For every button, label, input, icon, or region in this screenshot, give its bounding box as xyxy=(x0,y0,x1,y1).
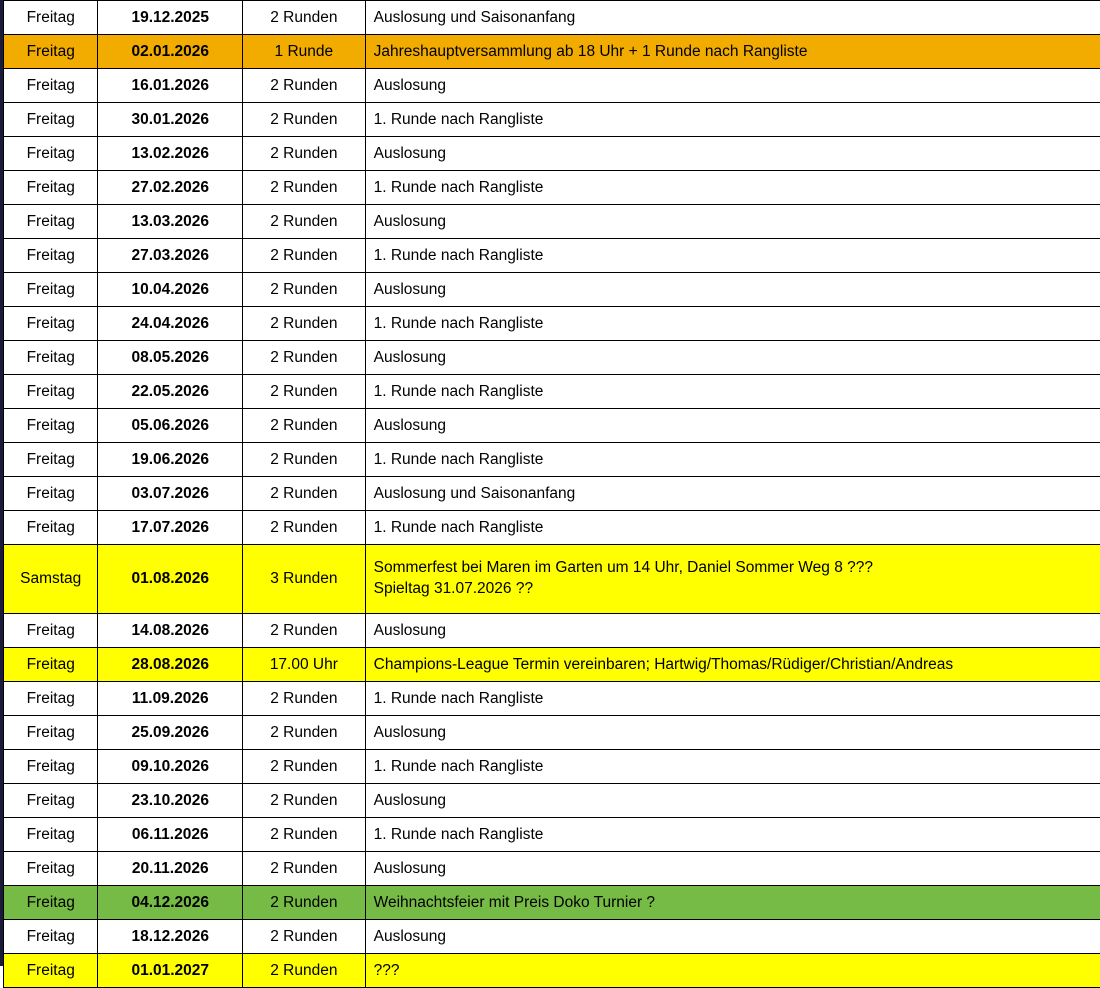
cell-note[interactable]: Auslosung xyxy=(365,920,1100,954)
cell-note[interactable]: Sommerfest bei Maren im Garten um 14 Uhr, Daniel Sommer Weg 8 ??? Spieltag 31.07.2026 ?? xyxy=(365,545,1100,614)
table-row[interactable] xyxy=(4,886,1100,920)
cell-note[interactable]: 1. Runde nach Rangliste xyxy=(365,443,1100,477)
cell-rounds[interactable]: 2 Runden xyxy=(243,239,366,273)
cell-note[interactable]: Auslosung xyxy=(365,409,1100,443)
cell-day[interactable]: Freitag xyxy=(4,511,98,545)
cell-date[interactable]: 04.12.2026 xyxy=(98,886,243,920)
cell-day[interactable]: Samstag xyxy=(4,545,98,614)
cell-rounds[interactable]: 2 Runden xyxy=(243,886,366,920)
cell-rounds[interactable]: 2 Runden xyxy=(243,784,366,818)
cell-note[interactable]: 1. Runde nach Rangliste xyxy=(365,511,1100,545)
cell-day[interactable]: Freitag xyxy=(4,614,98,648)
table-row[interactable] xyxy=(4,852,1100,886)
cell-date[interactable]: 03.07.2026 xyxy=(98,477,243,511)
cell-date[interactable]: 24.04.2026 xyxy=(98,307,243,341)
cell-rounds[interactable]: 2 Runden xyxy=(243,375,366,409)
cell-date[interactable]: 01.01.2027 xyxy=(98,954,243,988)
table-row[interactable] xyxy=(4,239,1100,273)
table-row[interactable] xyxy=(4,784,1100,818)
cell-day[interactable]: Freitag xyxy=(4,341,98,375)
cell-date[interactable]: 11.09.2026 xyxy=(98,682,243,716)
cell-date[interactable]: 27.03.2026 xyxy=(98,239,243,273)
cell-day[interactable]: Freitag xyxy=(4,852,98,886)
table-row[interactable] xyxy=(4,443,1100,477)
cell-day[interactable]: Freitag xyxy=(4,716,98,750)
cell-date[interactable]: 25.09.2026 xyxy=(98,716,243,750)
cell-rounds[interactable]: 2 Runden xyxy=(243,137,366,171)
cell-rounds[interactable]: 2 Runden xyxy=(243,511,366,545)
cell-rounds[interactable]: 2 Runden xyxy=(243,852,366,886)
cell-rounds[interactable]: 2 Runden xyxy=(243,273,366,307)
cell-day[interactable]: Freitag xyxy=(4,69,98,103)
cell-note[interactable]: 1. Runde nach Rangliste xyxy=(365,103,1100,137)
cell-day[interactable]: Freitag xyxy=(4,750,98,784)
cell-note[interactable]: Auslosung xyxy=(365,205,1100,239)
cell-date[interactable]: 16.01.2026 xyxy=(98,69,243,103)
cell-date[interactable]: 05.06.2026 xyxy=(98,409,243,443)
table-row[interactable] xyxy=(4,409,1100,443)
cell-day[interactable]: Freitag xyxy=(4,375,98,409)
cell-rounds[interactable]: 3 Runden xyxy=(243,545,366,614)
cell-rounds[interactable]: 2 Runden xyxy=(243,920,366,954)
cell-day[interactable]: Freitag xyxy=(4,137,98,171)
table-row[interactable] xyxy=(4,545,1100,614)
cell-day[interactable]: Freitag xyxy=(4,443,98,477)
table-row[interactable] xyxy=(4,171,1100,205)
cell-rounds[interactable]: 2 Runden xyxy=(243,409,366,443)
cell-day[interactable]: Freitag xyxy=(4,205,98,239)
table-row[interactable] xyxy=(4,920,1100,954)
table-row[interactable] xyxy=(4,648,1100,682)
cell-note[interactable]: Auslosung xyxy=(365,137,1100,171)
cell-day[interactable]: Freitag xyxy=(4,818,98,852)
cell-day[interactable]: Freitag xyxy=(4,920,98,954)
table-row[interactable] xyxy=(4,1,1100,35)
table-row[interactable] xyxy=(4,35,1100,69)
cell-day[interactable]: Freitag xyxy=(4,307,98,341)
cell-note[interactable]: 1. Runde nach Rangliste xyxy=(365,171,1100,205)
cell-note[interactable]: Auslosung xyxy=(365,273,1100,307)
schedule-table xyxy=(3,0,1100,988)
cell-day[interactable]: Freitag xyxy=(4,784,98,818)
cell-rounds[interactable]: 2 Runden xyxy=(243,716,366,750)
cell-day[interactable]: Freitag xyxy=(4,648,98,682)
cell-note[interactable]: Auslosung und Saisonanfang xyxy=(365,1,1100,35)
table-row[interactable] xyxy=(4,511,1100,545)
cell-rounds[interactable]: 17.00 Uhr xyxy=(243,648,366,682)
table-row[interactable] xyxy=(4,750,1100,784)
table-row[interactable] xyxy=(4,307,1100,341)
cell-date[interactable]: 14.08.2026 xyxy=(98,614,243,648)
cell-note[interactable]: 1. Runde nach Rangliste xyxy=(365,750,1100,784)
cell-date[interactable]: 20.11.2026 xyxy=(98,852,243,886)
cell-note[interactable]: Jahreshauptversammlung ab 18 Uhr + 1 Runde nach Rangliste xyxy=(365,35,1100,69)
cell-rounds[interactable]: 2 Runden xyxy=(243,69,366,103)
cell-date[interactable]: 13.03.2026 xyxy=(98,205,243,239)
cell-date[interactable]: 13.02.2026 xyxy=(98,137,243,171)
cell-day[interactable]: Freitag xyxy=(4,35,98,69)
table-row[interactable] xyxy=(4,137,1100,171)
cell-note[interactable]: Weihnachtsfeier mit Preis Doko Turnier ? xyxy=(365,886,1100,920)
schedule-table-body xyxy=(4,1,1100,988)
cell-day[interactable]: Freitag xyxy=(4,682,98,716)
cell-date[interactable]: 19.12.2025 xyxy=(98,1,243,35)
cell-date[interactable]: 19.06.2026 xyxy=(98,443,243,477)
cell-note[interactable]: 1. Runde nach Rangliste xyxy=(365,375,1100,409)
cell-rounds[interactable]: 2 Runden xyxy=(243,614,366,648)
cell-rounds[interactable]: 2 Runden xyxy=(243,307,366,341)
cell-note[interactable]: Auslosung und Saisonanfang xyxy=(365,477,1100,511)
cell-note[interactable]: 1. Runde nach Rangliste xyxy=(365,682,1100,716)
cell-date[interactable]: 02.01.2026 xyxy=(98,35,243,69)
cell-day[interactable]: Freitag xyxy=(4,954,98,988)
cell-date[interactable]: 28.08.2026 xyxy=(98,648,243,682)
cell-rounds[interactable]: 2 Runden xyxy=(243,443,366,477)
cell-rounds[interactable]: 2 Runden xyxy=(243,954,366,988)
cell-date[interactable]: 06.11.2026 xyxy=(98,818,243,852)
cell-date[interactable]: 17.07.2026 xyxy=(98,511,243,545)
cell-note[interactable]: 1. Runde nach Rangliste xyxy=(365,818,1100,852)
cell-date[interactable]: 10.04.2026 xyxy=(98,273,243,307)
cell-date[interactable]: 18.12.2026 xyxy=(98,920,243,954)
table-row[interactable] xyxy=(4,818,1100,852)
cell-day[interactable]: Freitag xyxy=(4,171,98,205)
cell-note[interactable]: Auslosung xyxy=(365,716,1100,750)
cell-day[interactable]: Freitag xyxy=(4,103,98,137)
cell-date[interactable]: 22.05.2026 xyxy=(98,375,243,409)
cell-date[interactable]: 23.10.2026 xyxy=(98,784,243,818)
cell-day[interactable]: Freitag xyxy=(4,886,98,920)
cell-rounds[interactable]: 2 Runden xyxy=(243,1,366,35)
cell-rounds[interactable]: 2 Runden xyxy=(243,682,366,716)
table-row[interactable] xyxy=(4,69,1100,103)
cell-note[interactable]: 1. Runde nach Rangliste xyxy=(365,307,1100,341)
cell-note[interactable]: Auslosung xyxy=(365,784,1100,818)
cell-note[interactable]: Auslosung xyxy=(365,341,1100,375)
cell-rounds[interactable]: 2 Runden xyxy=(243,477,366,511)
cell-rounds[interactable]: 2 Runden xyxy=(243,205,366,239)
table-row[interactable] xyxy=(4,682,1100,716)
cell-rounds[interactable]: 2 Runden xyxy=(243,818,366,852)
cell-day[interactable]: Freitag xyxy=(4,409,98,443)
table-row[interactable] xyxy=(4,716,1100,750)
cell-date[interactable]: 01.08.2026 xyxy=(98,545,243,614)
table-row[interactable] xyxy=(4,954,1100,988)
cell-rounds[interactable]: 2 Runden xyxy=(243,103,366,137)
table-row[interactable] xyxy=(4,205,1100,239)
cell-rounds[interactable]: 2 Runden xyxy=(243,750,366,784)
cell-note[interactable]: 1. Runde nach Rangliste xyxy=(365,239,1100,273)
table-row[interactable] xyxy=(4,614,1100,648)
cell-date[interactable]: 09.10.2026 xyxy=(98,750,243,784)
cell-day[interactable]: Freitag xyxy=(4,273,98,307)
cell-note[interactable]: Auslosung xyxy=(365,614,1100,648)
table-row[interactable] xyxy=(4,273,1100,307)
cell-note[interactable]: Champions-League Termin vereinbaren; Hartwig/Thomas/Rüdiger/Christian/Andreas xyxy=(365,648,1100,682)
cell-note[interactable]: Auslosung xyxy=(365,852,1100,886)
cell-note[interactable]: ??? xyxy=(365,954,1100,988)
cell-rounds[interactable]: 2 Runden xyxy=(243,171,366,205)
table-row[interactable] xyxy=(4,375,1100,409)
cell-date[interactable]: 30.01.2026 xyxy=(98,103,243,137)
cell-day[interactable]: Freitag xyxy=(4,1,98,35)
table-row[interactable] xyxy=(4,477,1100,511)
cell-date[interactable]: 08.05.2026 xyxy=(98,341,243,375)
cell-date[interactable]: 27.02.2026 xyxy=(98,171,243,205)
cell-day[interactable]: Freitag xyxy=(4,477,98,511)
cell-rounds[interactable]: 1 Runde xyxy=(243,35,366,69)
cell-day[interactable]: Freitag xyxy=(4,239,98,273)
table-row[interactable] xyxy=(4,103,1100,137)
cell-rounds[interactable]: 2 Runden xyxy=(243,341,366,375)
table-row[interactable] xyxy=(4,341,1100,375)
cell-note[interactable]: Auslosung xyxy=(365,69,1100,103)
